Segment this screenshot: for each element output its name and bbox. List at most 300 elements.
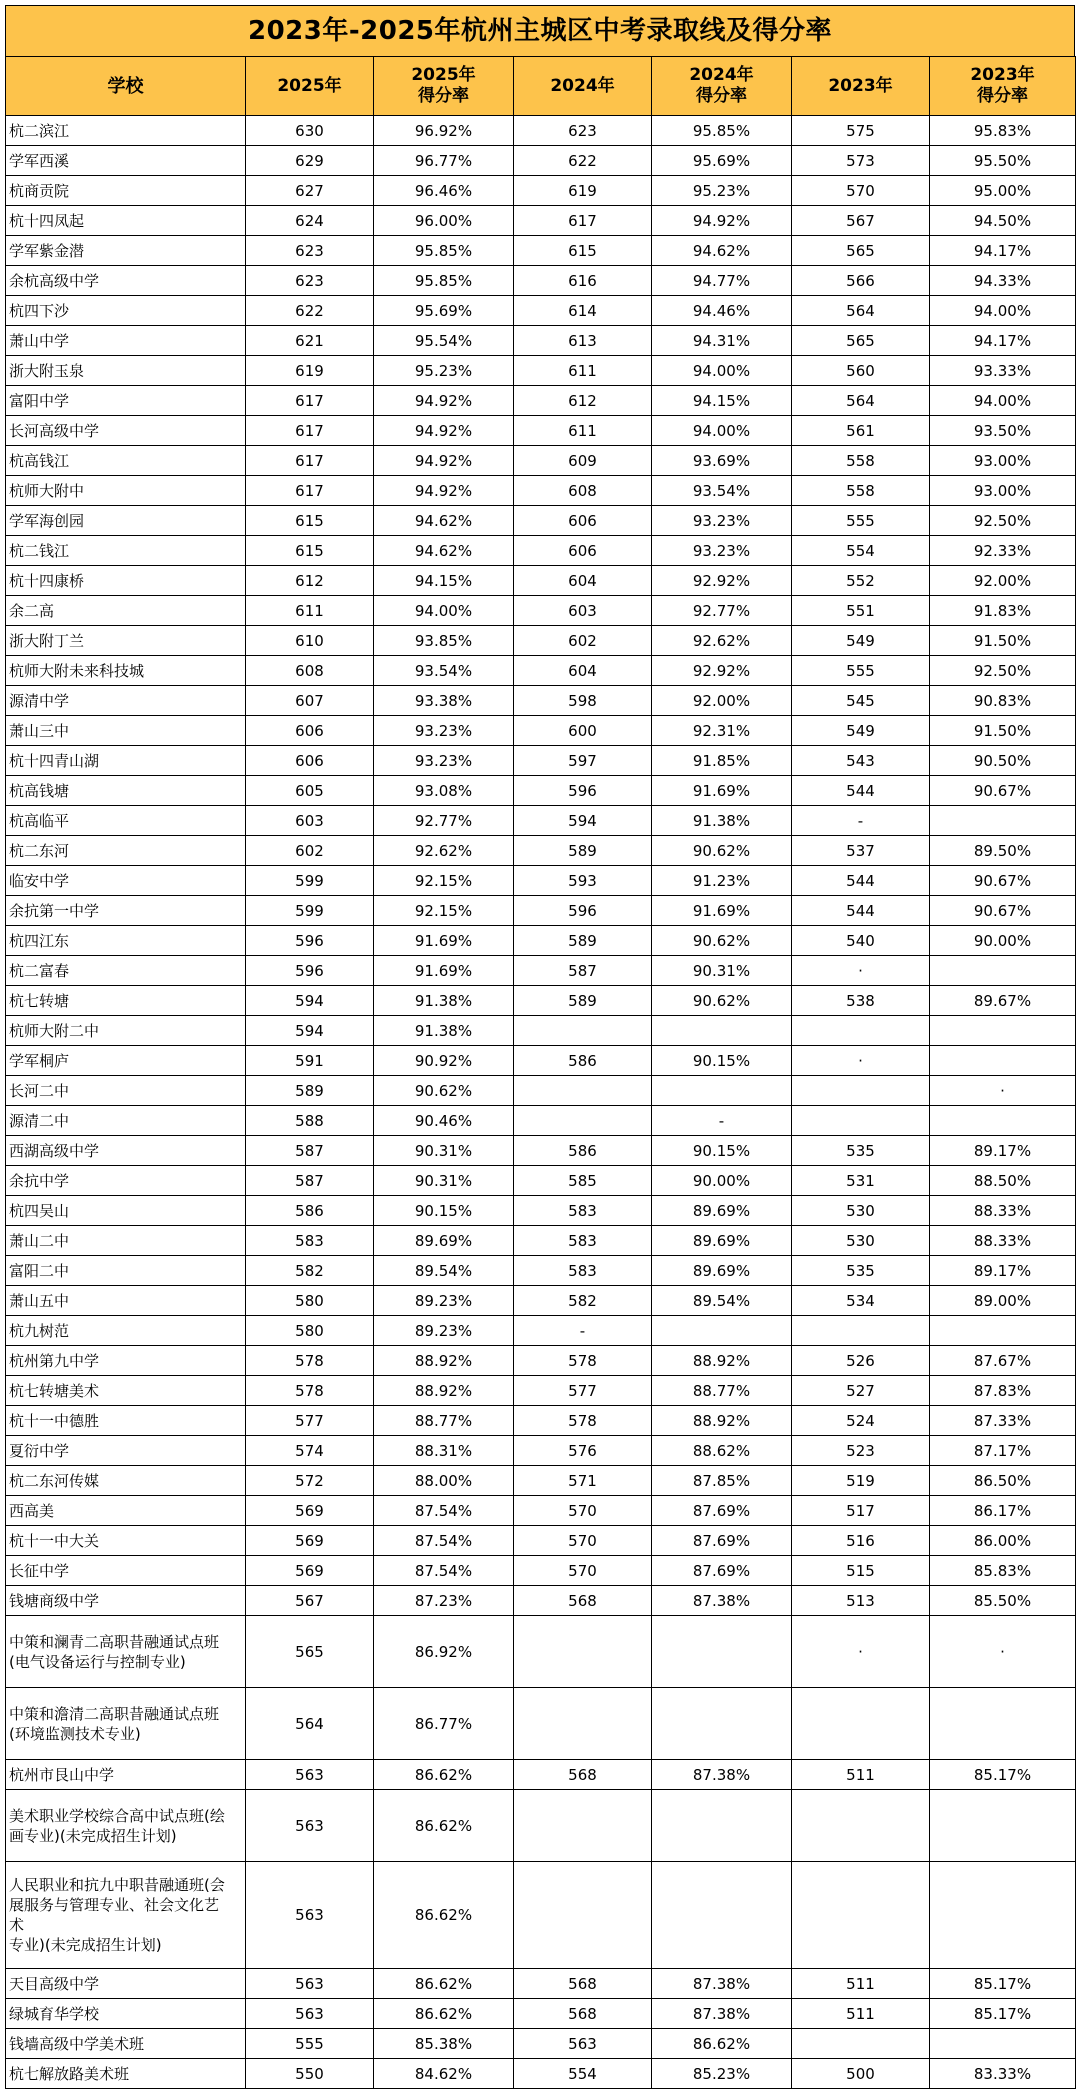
score-2024-cell: 611	[514, 356, 652, 386]
rate-2024-cell: 94.46%	[652, 296, 792, 326]
school-name-line: 人民职业和抗九中职昔融通班(会	[9, 1876, 225, 1894]
table-row	[6, 2059, 1076, 2089]
rate-2023-cell: 86.00%	[930, 1526, 1076, 1556]
score-2025-cell: 589	[246, 1076, 374, 1106]
table-row	[6, 1688, 1076, 1760]
rate-2024-cell: 95.85%	[652, 116, 792, 146]
header-score-2024: 2024年	[514, 57, 652, 116]
rate-2024-cell: 86.62%	[652, 2029, 792, 2059]
rate-2024-cell	[652, 1316, 792, 1346]
score-2023-cell: 530	[792, 1226, 930, 1256]
rate-2025-cell: 85.38%	[374, 2029, 514, 2059]
score-2024-cell: 583	[514, 1226, 652, 1256]
table-row	[6, 1166, 1076, 1196]
score-2023-cell: 537	[792, 836, 930, 866]
school-cell: 学军西溪	[6, 146, 246, 176]
score-2023-cell: 549	[792, 716, 930, 746]
school-cell: 源清中学	[6, 686, 246, 716]
score-2025-cell: 594	[246, 986, 374, 1016]
table-row	[6, 1106, 1076, 1136]
rate-2023-cell: 86.17%	[930, 1496, 1076, 1526]
score-2023-cell: 531	[792, 1166, 930, 1196]
school-cell: 杭十四凤起	[6, 206, 246, 236]
rate-2023-cell	[930, 1688, 1076, 1760]
score-2023-cell: 515	[792, 1556, 930, 1586]
score-2025-cell: 624	[246, 206, 374, 236]
school-cell: 萧山五中	[6, 1286, 246, 1316]
score-2023-cell: 534	[792, 1286, 930, 1316]
score-2025-cell: 563	[246, 1862, 374, 1969]
table-row	[6, 326, 1076, 356]
rate-2023-cell: 89.17%	[930, 1256, 1076, 1286]
score-2023-cell	[792, 2029, 930, 2059]
rate-2023-cell: 89.50%	[930, 836, 1076, 866]
school-cell: 杭二富春	[6, 956, 246, 986]
school-cell: 杭十一中德胜	[6, 1406, 246, 1436]
score-2024-cell: 612	[514, 386, 652, 416]
rate-2024-cell: 92.00%	[652, 686, 792, 716]
school-cell: 萧山三中	[6, 716, 246, 746]
table-row	[6, 476, 1076, 506]
score-2023-cell: 535	[792, 1136, 930, 1166]
score-2024-cell: 576	[514, 1436, 652, 1466]
header-score-2023: 2023年	[792, 57, 930, 116]
school-cell: 杭高钱江	[6, 446, 246, 476]
rate-2024-cell: 88.92%	[652, 1406, 792, 1436]
score-2025-cell: 594	[246, 1016, 374, 1046]
rate-2025-cell: 84.62%	[374, 2059, 514, 2089]
table-row	[6, 1316, 1076, 1346]
rate-2025-cell: 88.92%	[374, 1376, 514, 1406]
header-rate-2024-year: 2024年	[689, 65, 754, 85]
rate-2023-cell: 90.50%	[930, 746, 1076, 776]
table-row	[6, 1046, 1076, 1076]
table-row	[6, 1466, 1076, 1496]
rate-2024-cell: 91.85%	[652, 746, 792, 776]
table-row	[6, 1969, 1076, 1999]
school-cell	[6, 1790, 246, 1862]
score-2023-cell: 540	[792, 926, 930, 956]
school-cell: 天目高级中学	[6, 1969, 246, 1999]
score-2024-cell: 568	[514, 1969, 652, 1999]
rate-2023-cell: 91.50%	[930, 716, 1076, 746]
school-cell	[6, 1688, 246, 1760]
school-cell: 杭十一中大关	[6, 1526, 246, 1556]
school-cell: 源清二中	[6, 1106, 246, 1136]
score-2025-cell: 577	[246, 1406, 374, 1436]
score-2025-cell: 563	[246, 1969, 374, 1999]
header-rate-2025-label: 得分率	[418, 86, 469, 106]
score-sheet	[5, 5, 1075, 2089]
school-cell: 杭师大附未来科技城	[6, 656, 246, 686]
score-2025-cell: 606	[246, 746, 374, 776]
table-row	[6, 296, 1076, 326]
school-cell	[6, 1616, 246, 1688]
rate-2023-cell: 83.33%	[930, 2059, 1076, 2089]
score-2025-cell: 617	[246, 476, 374, 506]
rate-2024-cell: 94.31%	[652, 326, 792, 356]
score-2025-cell: 607	[246, 686, 374, 716]
table-row	[6, 626, 1076, 656]
rate-2023-cell: 94.17%	[930, 326, 1076, 356]
table-row	[6, 176, 1076, 206]
rate-2025-cell: 87.54%	[374, 1556, 514, 1586]
score-2023-cell: 558	[792, 446, 930, 476]
rate-2025-cell: 89.23%	[374, 1316, 514, 1346]
score-2023-cell: 566	[792, 266, 930, 296]
score-2023-cell: 554	[792, 536, 930, 566]
score-2025-cell: 563	[246, 1760, 374, 1790]
rate-2023-cell: 87.83%	[930, 1376, 1076, 1406]
table-row	[6, 716, 1076, 746]
score-2023-cell: 523	[792, 1436, 930, 1466]
school-cell: 杭七转塘美术	[6, 1376, 246, 1406]
rate-2023-cell	[930, 1316, 1076, 1346]
header-school: 学校	[6, 57, 246, 116]
rate-2024-cell: 91.69%	[652, 776, 792, 806]
rate-2023-cell: 87.33%	[930, 1406, 1076, 1436]
score-2024-cell: 596	[514, 776, 652, 806]
table-row	[6, 1526, 1076, 1556]
rate-2023-cell: 85.17%	[930, 1760, 1076, 1790]
rate-2025-cell: 92.15%	[374, 866, 514, 896]
score-2024-cell: 571	[514, 1466, 652, 1496]
header-rate-2023	[930, 57, 1076, 116]
rate-2023-cell: 90.83%	[930, 686, 1076, 716]
rate-2023-cell: 93.33%	[930, 356, 1076, 386]
score-2025-cell: 569	[246, 1496, 374, 1526]
rate-2024-cell: 89.69%	[652, 1196, 792, 1226]
rate-2023-cell: 90.67%	[930, 776, 1076, 806]
rate-2024-cell	[652, 1616, 792, 1688]
rate-2025-cell: 96.46%	[374, 176, 514, 206]
rate-2023-cell: 90.67%	[930, 896, 1076, 926]
table-row	[6, 2029, 1076, 2059]
rate-2023-cell: 94.00%	[930, 296, 1076, 326]
table-row	[6, 146, 1076, 176]
score-2024-cell: 594	[514, 806, 652, 836]
table-row	[6, 1346, 1076, 1376]
table-row	[6, 1760, 1076, 1790]
table-row	[6, 866, 1076, 896]
rate-2025-cell: 90.62%	[374, 1076, 514, 1106]
rate-2023-cell: 90.00%	[930, 926, 1076, 956]
school-name-line: 画专业)(未完成招生计划)	[9, 1826, 177, 1845]
table-row	[6, 956, 1076, 986]
rate-2025-cell: 92.77%	[374, 806, 514, 836]
score-2024-cell	[514, 1076, 652, 1106]
school-cell: 富阳中学	[6, 386, 246, 416]
score-2023-cell	[792, 1862, 930, 1969]
rate-2025-cell: 93.08%	[374, 776, 514, 806]
score-2024-cell: 568	[514, 1999, 652, 2029]
table-row	[6, 1496, 1076, 1526]
rate-2025-cell: 87.23%	[374, 1586, 514, 1616]
school-cell	[6, 1862, 246, 1969]
rate-2024-cell	[652, 1862, 792, 1969]
school-name-line: 展服务与管理专业、社会文化艺	[9, 1896, 220, 1914]
table-body	[6, 116, 1076, 2089]
school-name-line: 术	[9, 1916, 25, 1934]
score-2025-cell: 603	[246, 806, 374, 836]
score-2024-cell: 617	[514, 206, 652, 236]
table-row	[6, 596, 1076, 626]
rate-2023-cell	[930, 1106, 1076, 1136]
score-2025-cell: 629	[246, 146, 374, 176]
rate-2023-cell: 91.83%	[930, 596, 1076, 626]
rate-2024-cell: 87.85%	[652, 1466, 792, 1496]
rate-2024-cell: 87.69%	[652, 1496, 792, 1526]
table-row	[6, 116, 1076, 146]
rate-2025-cell: 90.46%	[374, 1106, 514, 1136]
school-cell: 杭高临平	[6, 806, 246, 836]
table-row	[6, 896, 1076, 926]
header-rate-2024	[652, 57, 792, 116]
score-2023-cell: 549	[792, 626, 930, 656]
school-cell: 杭二东河	[6, 836, 246, 866]
table-row	[6, 266, 1076, 296]
score-2024-cell: 604	[514, 566, 652, 596]
rate-2023-cell: 86.50%	[930, 1466, 1076, 1496]
rate-2024-cell: 94.00%	[652, 416, 792, 446]
rate-2025-cell: 94.92%	[374, 416, 514, 446]
school-cell: 西高美	[6, 1496, 246, 1526]
rate-2024-cell: 91.69%	[652, 896, 792, 926]
score-2025-cell: 615	[246, 536, 374, 566]
score-2024-cell: 563	[514, 2029, 652, 2059]
school-cell: 杭州第九中学	[6, 1346, 246, 1376]
rate-2025-cell: 94.92%	[374, 446, 514, 476]
score-2023-cell: 530	[792, 1196, 930, 1226]
rate-2025-cell: 86.62%	[374, 1862, 514, 1969]
score-2024-cell: 622	[514, 146, 652, 176]
school-cell: 杭七转塘	[6, 986, 246, 1016]
rate-2023-cell: 85.17%	[930, 1999, 1076, 2029]
school-name-line: 专业)(未完成招生计划)	[9, 1936, 162, 1954]
score-2025-cell: 572	[246, 1466, 374, 1496]
score-2025-cell: 617	[246, 386, 374, 416]
table-row	[6, 506, 1076, 536]
score-2023-cell: 565	[792, 326, 930, 356]
score-2025-cell: 591	[246, 1046, 374, 1076]
rate-2025-cell: 93.23%	[374, 716, 514, 746]
score-2024-cell: 570	[514, 1556, 652, 1586]
score-2023-cell	[792, 1076, 930, 1106]
rate-2024-cell: 94.00%	[652, 356, 792, 386]
table-row	[6, 806, 1076, 836]
score-2024-cell: 583	[514, 1256, 652, 1286]
score-2025-cell: 623	[246, 266, 374, 296]
rate-2023-cell	[930, 1016, 1076, 1046]
rate-2025-cell: 93.54%	[374, 656, 514, 686]
school-cell: 杭十四青山湖	[6, 746, 246, 776]
table-row	[6, 746, 1076, 776]
sheet-title: 2023年-2025年杭州主城区中考录取线及得分率	[5, 5, 1075, 56]
score-2025-cell: 582	[246, 1256, 374, 1286]
score-2024-cell: 613	[514, 326, 652, 356]
score-2025-cell: 608	[246, 656, 374, 686]
table-row	[6, 1226, 1076, 1256]
rate-2024-cell: 93.23%	[652, 536, 792, 566]
score-2023-cell: 538	[792, 986, 930, 1016]
rate-2024-cell: 87.38%	[652, 1586, 792, 1616]
rate-2023-cell: 95.00%	[930, 176, 1076, 206]
score-2025-cell: 606	[246, 716, 374, 746]
rate-2025-cell: 86.62%	[374, 1790, 514, 1862]
rate-2025-cell: 95.23%	[374, 356, 514, 386]
rate-2023-cell: 94.33%	[930, 266, 1076, 296]
score-2024-cell	[514, 1616, 652, 1688]
rate-2024-cell: 91.23%	[652, 866, 792, 896]
rate-2024-cell: 90.15%	[652, 1046, 792, 1076]
score-2025-cell: 615	[246, 506, 374, 536]
school-cell: 杭四吴山	[6, 1196, 246, 1226]
rate-2025-cell: 94.00%	[374, 596, 514, 626]
score-2023-cell: 511	[792, 1760, 930, 1790]
rate-2023-cell: 88.33%	[930, 1196, 1076, 1226]
table-row	[6, 836, 1076, 866]
table-row	[6, 1376, 1076, 1406]
score-2023-cell: ·	[792, 1046, 930, 1076]
rate-2025-cell: 89.69%	[374, 1226, 514, 1256]
score-2023-cell: 524	[792, 1406, 930, 1436]
school-name-line: 美术职业学校综合高中试点班(绘	[9, 1806, 225, 1825]
score-2024-cell: 596	[514, 896, 652, 926]
score-2023-cell: ·	[792, 956, 930, 986]
school-cell: 浙大附丁兰	[6, 626, 246, 656]
table-row	[6, 1016, 1076, 1046]
score-2024-cell: 589	[514, 986, 652, 1016]
score-2025-cell: 605	[246, 776, 374, 806]
score-2024-cell: 598	[514, 686, 652, 716]
rate-2024-cell: 93.69%	[652, 446, 792, 476]
score-2023-cell: 544	[792, 896, 930, 926]
school-cell: 临安中学	[6, 866, 246, 896]
school-cell: 杭九树范	[6, 1316, 246, 1346]
rate-2025-cell: 90.31%	[374, 1136, 514, 1166]
rate-2023-cell: 91.50%	[930, 626, 1076, 656]
school-name-line: (环境监测技术专业)	[9, 1724, 141, 1743]
score-2025-cell: 611	[246, 596, 374, 626]
rate-2024-cell: 87.69%	[652, 1526, 792, 1556]
rate-2023-cell: 92.50%	[930, 656, 1076, 686]
table-row	[6, 776, 1076, 806]
school-name-line: (电气设备运行与控制专业)	[9, 1652, 186, 1671]
school-cell: 绿城育华学校	[6, 1999, 246, 2029]
rate-2024-cell: 91.38%	[652, 806, 792, 836]
score-2025-cell: 586	[246, 1196, 374, 1226]
school-cell: 萧山中学	[6, 326, 246, 356]
school-cell: 学军紫金潜	[6, 236, 246, 266]
score-2023-cell	[792, 1106, 930, 1136]
school-cell: 杭师大附二中	[6, 1016, 246, 1046]
rate-2023-cell: 88.33%	[930, 1226, 1076, 1256]
school-cell: 杭七解放路美术班	[6, 2059, 246, 2089]
score-2024-cell: 611	[514, 416, 652, 446]
score-2025-cell: 621	[246, 326, 374, 356]
header-rate-2025-year: 2025年	[411, 65, 476, 85]
rate-2023-cell: ·	[930, 1616, 1076, 1688]
rate-2024-cell: 92.62%	[652, 626, 792, 656]
rate-2025-cell: 89.23%	[374, 1286, 514, 1316]
score-2025-cell: 588	[246, 1106, 374, 1136]
score-2025-cell: 569	[246, 1526, 374, 1556]
score-2023-cell: 544	[792, 866, 930, 896]
rate-2025-cell: 87.54%	[374, 1526, 514, 1556]
rate-2025-cell: 91.38%	[374, 986, 514, 1016]
rate-2024-cell: 90.62%	[652, 836, 792, 866]
table-row	[6, 536, 1076, 566]
school-cell: 余杭高级中学	[6, 266, 246, 296]
rate-2023-cell	[930, 956, 1076, 986]
table-row	[6, 686, 1076, 716]
rate-2024-cell: 93.23%	[652, 506, 792, 536]
school-cell: 长河高级中学	[6, 416, 246, 446]
table-row	[6, 206, 1076, 236]
school-cell: 余抗中学	[6, 1166, 246, 1196]
rate-2025-cell: 95.85%	[374, 236, 514, 266]
score-2025-cell: 563	[246, 1999, 374, 2029]
score-2025-cell: 627	[246, 176, 374, 206]
rate-2024-cell: 87.69%	[652, 1556, 792, 1586]
rate-2025-cell: 90.15%	[374, 1196, 514, 1226]
rate-2024-cell: 94.77%	[652, 266, 792, 296]
rate-2023-cell: 92.00%	[930, 566, 1076, 596]
score-2024-cell: 597	[514, 746, 652, 776]
school-cell: 余抗第一中学	[6, 896, 246, 926]
rate-2024-cell: 90.00%	[652, 1166, 792, 1196]
table-row	[6, 1862, 1076, 1969]
table-row	[6, 386, 1076, 416]
score-2023-cell: 500	[792, 2059, 930, 2089]
school-cell: 杭师大附中	[6, 476, 246, 506]
school-cell: 杭二钱江	[6, 536, 246, 566]
rate-2025-cell: 86.92%	[374, 1616, 514, 1688]
rate-2023-cell: 87.67%	[930, 1346, 1076, 1376]
school-cell: 夏衍中学	[6, 1436, 246, 1466]
score-2024-cell	[514, 1790, 652, 1862]
score-2023-cell: 517	[792, 1496, 930, 1526]
score-2025-cell: 550	[246, 2059, 374, 2089]
score-2024-cell: 606	[514, 536, 652, 566]
score-2023-cell: 573	[792, 146, 930, 176]
rate-2023-cell: 94.50%	[930, 206, 1076, 236]
score-2025-cell: 602	[246, 836, 374, 866]
school-cell: 学军桐庐	[6, 1046, 246, 1076]
score-2023-cell: 513	[792, 1586, 930, 1616]
rate-2025-cell: 93.38%	[374, 686, 514, 716]
score-2025-cell: 578	[246, 1346, 374, 1376]
score-2024-cell: 604	[514, 656, 652, 686]
score-2024-cell: 606	[514, 506, 652, 536]
rate-2024-cell: 87.38%	[652, 1999, 792, 2029]
rate-2025-cell: 90.92%	[374, 1046, 514, 1076]
rate-2025-cell: 88.77%	[374, 1406, 514, 1436]
score-2023-cell: 545	[792, 686, 930, 716]
header-score-2025: 2025年	[246, 57, 374, 116]
score-2024-cell: 602	[514, 626, 652, 656]
score-2023-cell: 544	[792, 776, 930, 806]
rate-2025-cell: 88.00%	[374, 1466, 514, 1496]
score-2025-cell: 580	[246, 1316, 374, 1346]
score-2025-cell: 578	[246, 1376, 374, 1406]
school-cell: 杭四下沙	[6, 296, 246, 326]
score-2024-cell: 578	[514, 1346, 652, 1376]
score-2023-cell	[792, 1016, 930, 1046]
score-2024-cell: 554	[514, 2059, 652, 2089]
school-cell: 钱墙高级中学美术班	[6, 2029, 246, 2059]
score-2023-cell: 564	[792, 296, 930, 326]
